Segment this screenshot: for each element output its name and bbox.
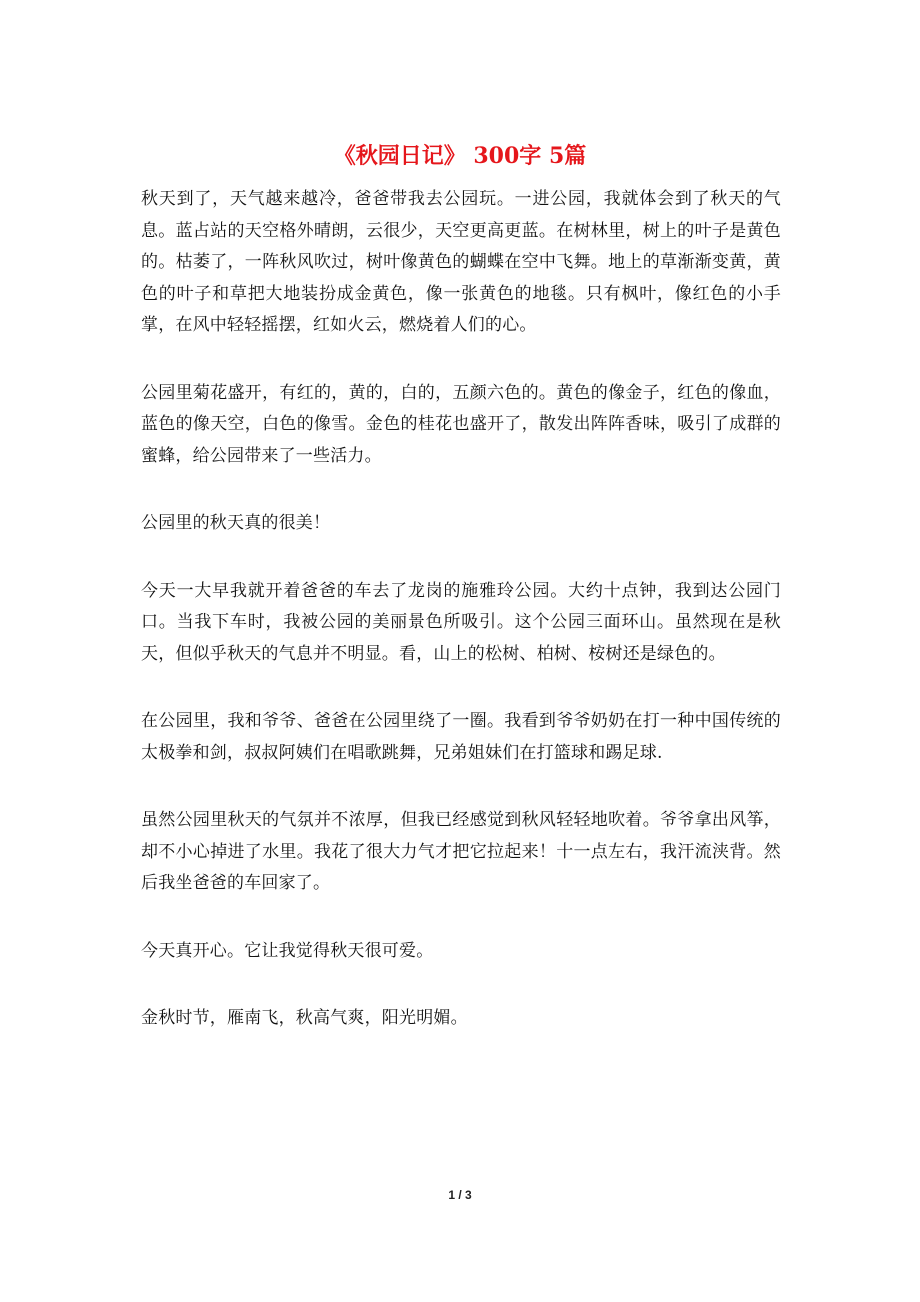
paragraph-4: 今天一大早我就开着爸爸的车去了龙岗的施雅玲公园。大约十点钟，我到达公园门口。当我下车时，我被公园的美丽景色所吸引。这个公园三面环山。虽然现在是秋天，但似乎秋天的气息并不明显。看，山上的松树、柏树、桉树还是绿色的。 <box>141 580 781 664</box>
document-title: 《秋园日记》 300字 5篇 <box>333 143 587 169</box>
page-number: 1 / 3 <box>448 1188 472 1202</box>
paragraph-6: 虽然公园里秋天的气氛并不浓厚，但我已经感觉到秋风轻轻地吹着。爷爷拿出风筝，却不小心掉进了水里。我花了很大力气才把它拉起来！十一点左右，我汗流浃背。然后我坐爸爸的车回家了。 <box>141 810 781 893</box>
paragraph-1: 秋天到了，天气越来越冷，爸爸带我去公园玩。一进公园，我就体会到了秋天的气息。蓝占站的天空格外晴朗，云很少，天空更高更蓝。在树林里，树上的叶子是黄色的。枯萎了，一阵秋风吹过，树叶像黄色的蝴蝶在空中飞舞。地上的草渐渐变黄，黄色的叶子和草把大地装扮成金黄色，像一张黄色的地毯。只有枫叶，像红色的小手掌，在风中轻轻摇摆，红如火云，燃烧着人们的心。 <box>141 189 781 335</box>
paragraph-8: 金秋时节，雁南飞，秋高气爽，阳光明媚。 <box>141 1008 468 1028</box>
paragraph-7: 今天真开心。它让我觉得秋天很可爱。 <box>141 940 434 961</box>
paragraph-3: 公园里的秋天真的很美！ <box>141 513 331 533</box>
paragraph-2: 公园里菊花盛开，有红的，黄的，白的，五颜六色的。黄色的像金子，红色的像血，蓝色的像天空，白色的像雪。金色的桂花也盛开了，散发出阵阵香味，吸引了成群的蜜蜂，给公园带来了一些活力。 <box>141 382 781 466</box>
document-body <box>141 184 781 1071</box>
paragraph-5: 在公园里，我和爷爷、爸爸在公园里绕了一圈。我看到爷爷奶奶在打一种中国传统的太极拳和剑，叔叔阿姨们在唱歌跳舞，兄弟姐妹们在打篮球和踢足球. <box>141 711 781 763</box>
